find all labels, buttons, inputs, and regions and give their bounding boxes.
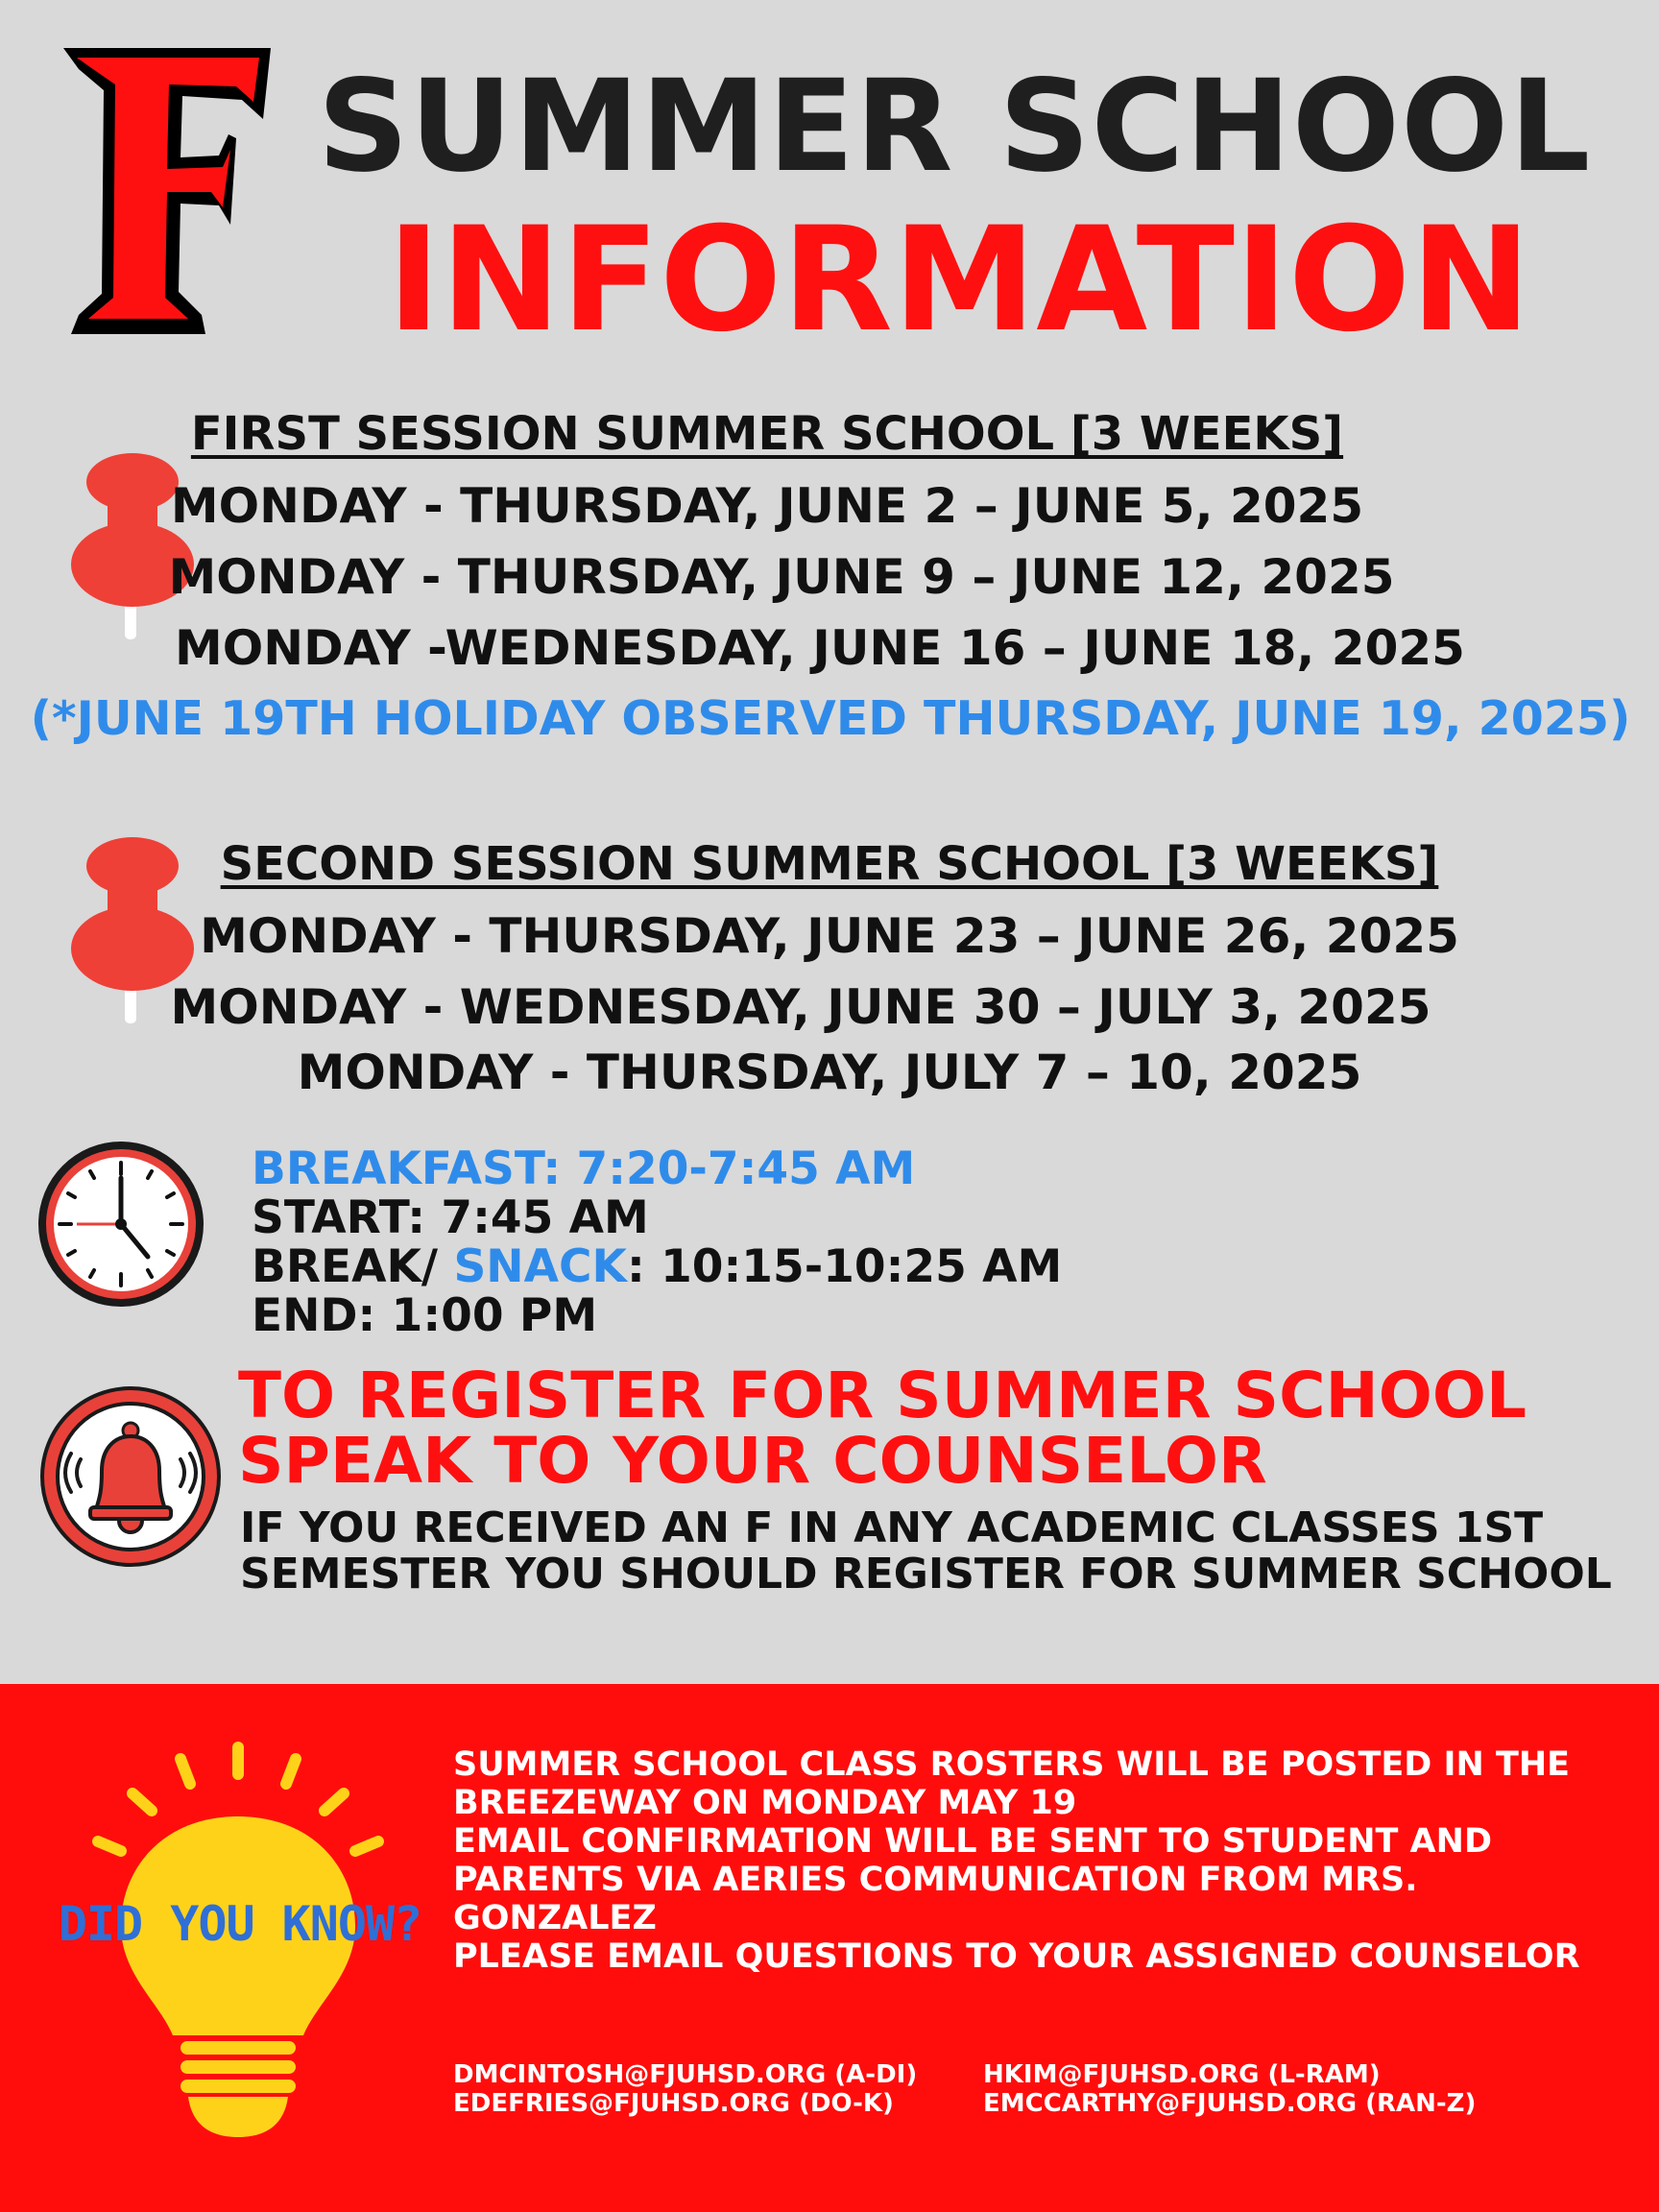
info-line: PLEASE EMAIL QUESTIONS TO YOUR ASSIGNED COUNSELOR <box>453 1937 1580 1976</box>
logo-letter: F <box>58 42 59 43</box>
info-line: SUMMER SCHOOL CLASS ROSTERS WILL BE POSTED IN THE <box>453 1745 1571 1784</box>
register-heading <box>238 1358 1527 1498</box>
second-session-heading: SECOND SESSION SUMMER SCHOOL [3 WEEKS] <box>220 837 1439 891</box>
email-link-l-ram[interactable]: HKIM@FJUHSD.ORG (L-RAM) <box>983 2060 1381 2089</box>
info-line: BREEZEWAY ON MONDAY MAY 19 <box>453 1784 1077 1822</box>
register-note-line-2: SEMESTER YOU SHOULD REGISTER FOR SUMMER SCHOOL <box>240 1550 1612 1599</box>
email-link-ran-z[interactable]: EMCCARTHY@FJUHSD.ORG (RAN-Z) <box>983 2089 1477 2118</box>
page-subtitle: INFORMATION <box>387 197 1531 364</box>
register-note <box>240 1505 1612 1598</box>
page-title: SUMMER SCHOOL <box>317 53 1592 201</box>
break-time-row <box>252 1242 1062 1291</box>
schedule-block <box>252 1144 1062 1340</box>
clock-icon <box>35 1138 207 1310</box>
break-time: : 10:15-10:25 AM <box>626 1240 1063 1293</box>
break-label: BREAK/ <box>252 1240 454 1293</box>
first-session-date-3: MONDAY -WEDNESDAY, JUNE 16 – JUNE 18, 2025 <box>175 620 1465 676</box>
start-time: START: 7:45 AM <box>252 1191 649 1244</box>
end-time: END: 1:00 PM <box>252 1289 598 1342</box>
second-session-date-3: MONDAY - THURSDAY, JULY 7 – 10, 2025 <box>297 1045 1362 1100</box>
register-line-1: TO REGISTER FOR SUMMER SCHOOL <box>238 1358 1527 1432</box>
second-session-date-1: MONDAY - THURSDAY, JUNE 23 – JUNE 26, 2025 <box>200 908 1459 964</box>
bell-icon <box>38 1384 223 1569</box>
info-line: GONZALEZ <box>453 1899 657 1937</box>
breakfast-time: BREAKFAST: 7:20-7:45 AM <box>252 1142 916 1195</box>
register-line-2: SPEAK TO YOUR COUNSELOR <box>238 1424 1267 1498</box>
register-note-line-1: IF YOU RECEIVED AN F IN ANY ACADEMIC CLASSES 1ST <box>240 1503 1544 1552</box>
footer-info <box>453 1745 1580 1976</box>
first-session-date-1: MONDAY - THURSDAY, JUNE 2 – JUNE 5, 2025 <box>170 478 1364 534</box>
info-line: PARENTS VIA AERIES COMMUNICATION FROM MRS. <box>453 1861 1418 1899</box>
holiday-note: (*JUNE 19TH HOLIDAY OBSERVED THURSDAY, JUNE 19, 2025) <box>30 691 1631 746</box>
email-link-a-di[interactable]: DMCINTOSH@FJUHSD.ORG (A-DI) <box>453 2060 918 2089</box>
first-session-date-2: MONDAY - THURSDAY, JUNE 9 – JUNE 12, 2025 <box>168 549 1395 605</box>
did-you-know-label: DID YOU KNOW? <box>58 1896 422 1952</box>
email-link-do-k[interactable]: EDEFRIES@FJUHSD.ORG (DO-K) <box>453 2089 894 2118</box>
first-session-heading: FIRST SESSION SUMMER SCHOOL [3 WEEKS] <box>190 407 1344 461</box>
info-line: EMAIL CONFIRMATION WILL BE SENT TO STUDENT AND <box>453 1822 1492 1861</box>
snack-label: SNACK <box>453 1240 627 1293</box>
second-session-date-2: MONDAY - WEDNESDAY, JUNE 30 – JULY 3, 2025 <box>170 979 1431 1035</box>
